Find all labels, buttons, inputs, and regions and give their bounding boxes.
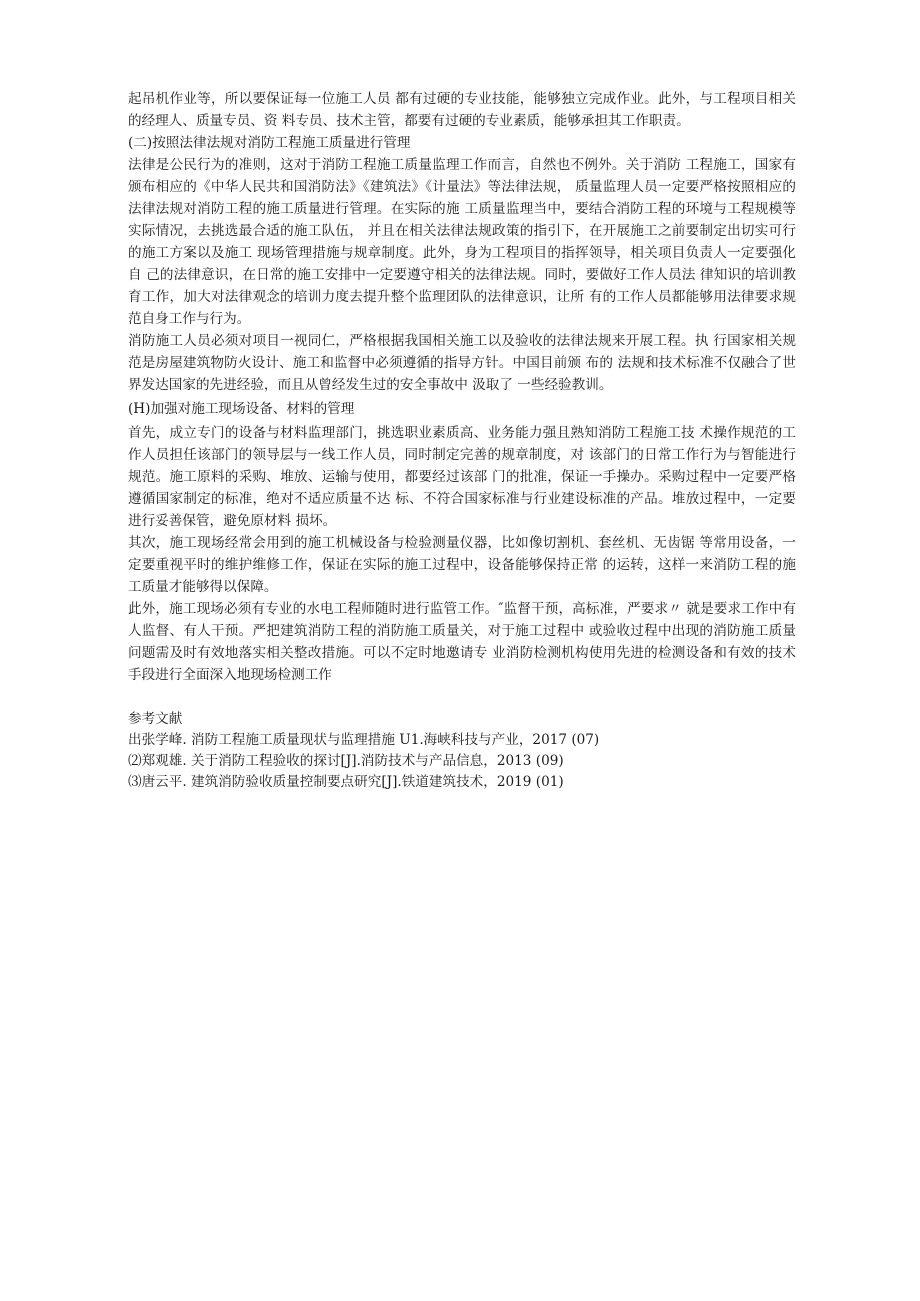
document-page <box>128 88 796 793</box>
section-3-paragraph-2: 其次，施工现场经常会用到的施工机械设备与检验测量仪器，比如像切割机、套丝机、无齿锯 等常用设备，一定要重视平时的维护维修工作，保证在实际的施工过程中，设备能够保持正常 的运转，这样一来消防工程的施工质量才能够得以保障。 <box>128 535 796 595</box>
intro-paragraph: 起吊机作业等，所以要保证每一位施工人员 都有过硬的专业技能，能够独立完成作业。此外，与工程项目相关的经理人、质量专员、资 料专员、技术主管，都要有过硬的专业素质，能够承担其工作职责。 <box>128 91 796 129</box>
section-2-paragraph-2: 消防施工人员必须对项目一视同仁，严格根据我国相关施工以及验收的法律法规来开展工程。执 行国家相关规范是房屋建筑物防火设计、施工和监督中必须遵循的指导方针。中国目前颁 布的 法规和技术标准不仅融合了世界发达国家的先进经验，而且从曾经发生过的安全事故中 汲取了 一些经验教训。 <box>128 333 796 393</box>
section-3-paragraph-1: 首先，成立专门的设备与材料监理部门，挑选职业素质高、业务能力强且熟知消防工程施工技 术操作规范的工作人员担任该部门的领导层与一线工作人员，同时制定完善的规章制度，对 该部门的日常工作行为与智能进行规范。施工原料的采购、堆放、运输与使用，都要经过该部 门的批准，保证一手操办。采购过程中一定要严格遵循国家制定的标准，绝对不适应质量不达 标、不符合国家标准与行业建设标准的产品。堆放过程中，一定要进行妥善保管，避免原材料 损坏。 <box>128 425 796 529</box>
spacer <box>128 686 796 708</box>
section-3-heading: (H)加强对施工现场设备、材料的管理 <box>128 401 355 417</box>
section-2-heading: (二)按照法律法规对消防工程施工质量进行管理 <box>128 135 411 151</box>
section-2-paragraph-1: 法律是公民行为的准则，这对于消防工程施工质量监理工作而言，自然也不例外。关于消防 工程施工，国家有颁布相应的《中华人民共和国消防法》《建筑法》《计量法》等法律法规， 质量监理人员一定要严格按照相应的法律法规对消防工程的施工质量进行管理。在实际的施 工质量监理当中，要结合消防工程的环境与工程规模等实际情况，去挑选最合适的施工队伍， 并且在相关法律法规政策的指引下，在开展施工之前要制定出切实可行的施工方案以及施工 现场管理措施与规章制度。此外，身为工程项目的指挥领导，相关项目负责人一定要强化自 己的法律意识，在日常的施工安排中一定要遵守相关的法律法规。同时，要做好工作人员法 律知识的培训教育工作，加大对法律观念的培训力度去提升整个监理团队的法律意识，让所 有的工作人员都能够用法律要求规范自身工作与行为。 <box>128 157 796 327</box>
reference-item-1: 出张学峰. 消防工程施工质量现状与监理措施 U1.海峡科技与产业，2017 (07) <box>128 732 600 748</box>
section-3-paragraph-3: 此外，施工现场必须有专业的水电工程师随时进行监管工作。″监督干预，高标准，严要求〃 就是要求工作中有人监督、有人干预。严把建筑消防工程的消防施工质量关，对于施工过程中 或验收过程中出现的消防施工质量问题需及时有效地落实相关整改措施。可以不定时地邀请专 业消防检测机构使用先进的检测设备和有效的技术手段进行全面深入地现场检测工作 <box>128 601 796 683</box>
reference-item-3: ⑶唐云平. 建筑消防验收质量控制要点研究[J].铁道建筑技术，2019 (01) <box>128 774 564 790</box>
references-title: 参考文献 <box>128 711 183 727</box>
reference-item-2: ⑵郑观雄. 关于消防工程验收的探讨[J].消防技术与产品信息，2013 (09) <box>128 753 564 769</box>
